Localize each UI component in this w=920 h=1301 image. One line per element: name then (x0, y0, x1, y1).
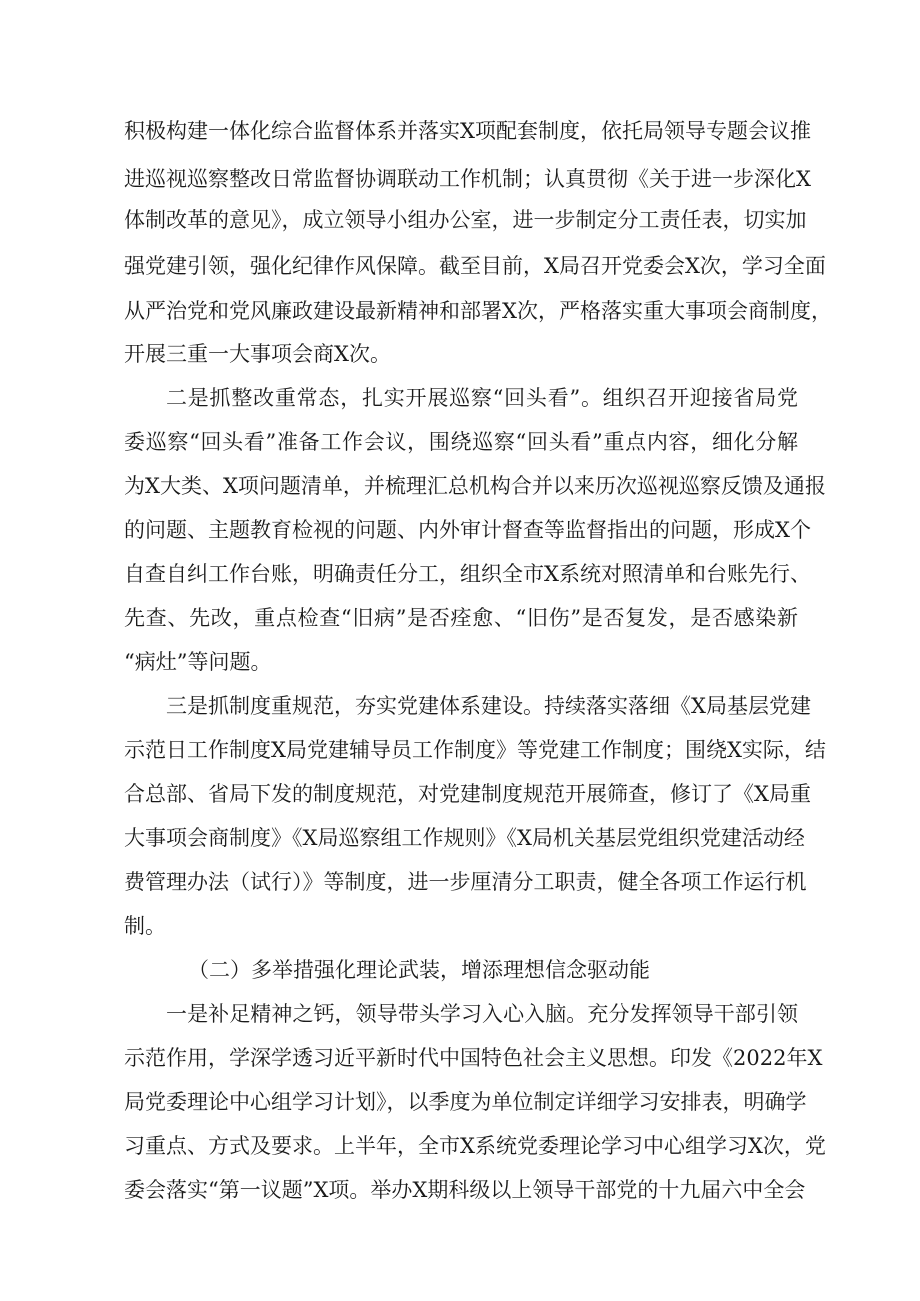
text-line: 先查、先改，重点检查“旧病”是否痊愈、“旧伤”是否复发，是否感染新 (124, 606, 798, 630)
text-line: 三是抓制度重规范，夯实党建体系建设。持续落实落细《X局基层党建 (166, 694, 811, 718)
text-line: 制。 (124, 914, 166, 938)
text-line: 开展三重一大事项会商X次。 (124, 342, 391, 366)
text-line: 委会落实“第一议题”X项。举办X期科级以上领导干部党的十九届六中全会 (124, 1178, 806, 1202)
text-line: 体制改革的意见》，成立领导小组办公室，进一步制定分工责任表，切实加 (124, 208, 807, 232)
text-line: 二是抓整改重常态，扎实开展巡察“回头看”。组织召开迎接省局党 (166, 386, 798, 410)
text-line: 习重点、方式及要求。上半年，全市X系统党委理论学习中心组学习X次，党 (124, 1134, 826, 1158)
text-line: 从严治党和党风廉政建设最新精神和部署X次，严格落实重大事项会商制度， (124, 299, 832, 323)
text-line: 示范作用，学深学透习近平新时代中国特色社会主义思想。印发《2022年X (124, 1046, 823, 1070)
text-line: 费管理办法（试行）》等制度，进一步厘清分工职责，健全各项工作运行机 (124, 870, 807, 894)
text-line: 局党委理论中心组学习计划》，以季度为单位制定详细学习安排表，明确学 (124, 1090, 807, 1114)
section-heading: （二）多举措强化理论武装，增添理想信念驱动能 (188, 958, 650, 982)
text-line: 自查自纠工作台账，明确责任分工，组织全市X系统对照清单和台账先行、 (124, 562, 811, 586)
text-line: 积极构建一体化综合监督体系并落实X项配套制度，依托局领导专题会议推 (124, 119, 811, 143)
text-line: “病灶”等问题。 (124, 650, 272, 674)
text-line: 为X大类、X项问题清单，并梳理汇总机构合并以来历次巡视巡察反馈及通报 (124, 474, 826, 498)
text-line: 委巡察“回头看”准备工作会议，围绕巡察“回头看”重点内容，细化分解 (124, 430, 798, 454)
text-line: 示范日工作制度X局党建辅导员工作制度》等党建工作制度；围绕X实际，结 (124, 738, 826, 762)
text-line: 的问题、主题教育检视的问题、内外审计督查等监督指出的问题，形成X个 (124, 518, 811, 542)
text-line: 强党建引领，强化纪律作风保障。截至目前，X局召开党委会X次，学习全面 (124, 254, 826, 278)
text-line: 大事项会商制度》《X局巡察组工作规则》《X局机关基层党组织党建活动经 (124, 826, 805, 850)
text-line: 进巡视巡察整改日常监督协调联动工作机制；认真贯彻《关于进一步深化X (124, 167, 811, 191)
text-line: 合总部、省局下发的制度规范，对党建制度规范开展筛查，修订了《X局重 (124, 782, 811, 806)
text-line: 一是补足精神之钙，领导带头学习入心入脑。充分发挥领导干部引领 (166, 1002, 798, 1026)
